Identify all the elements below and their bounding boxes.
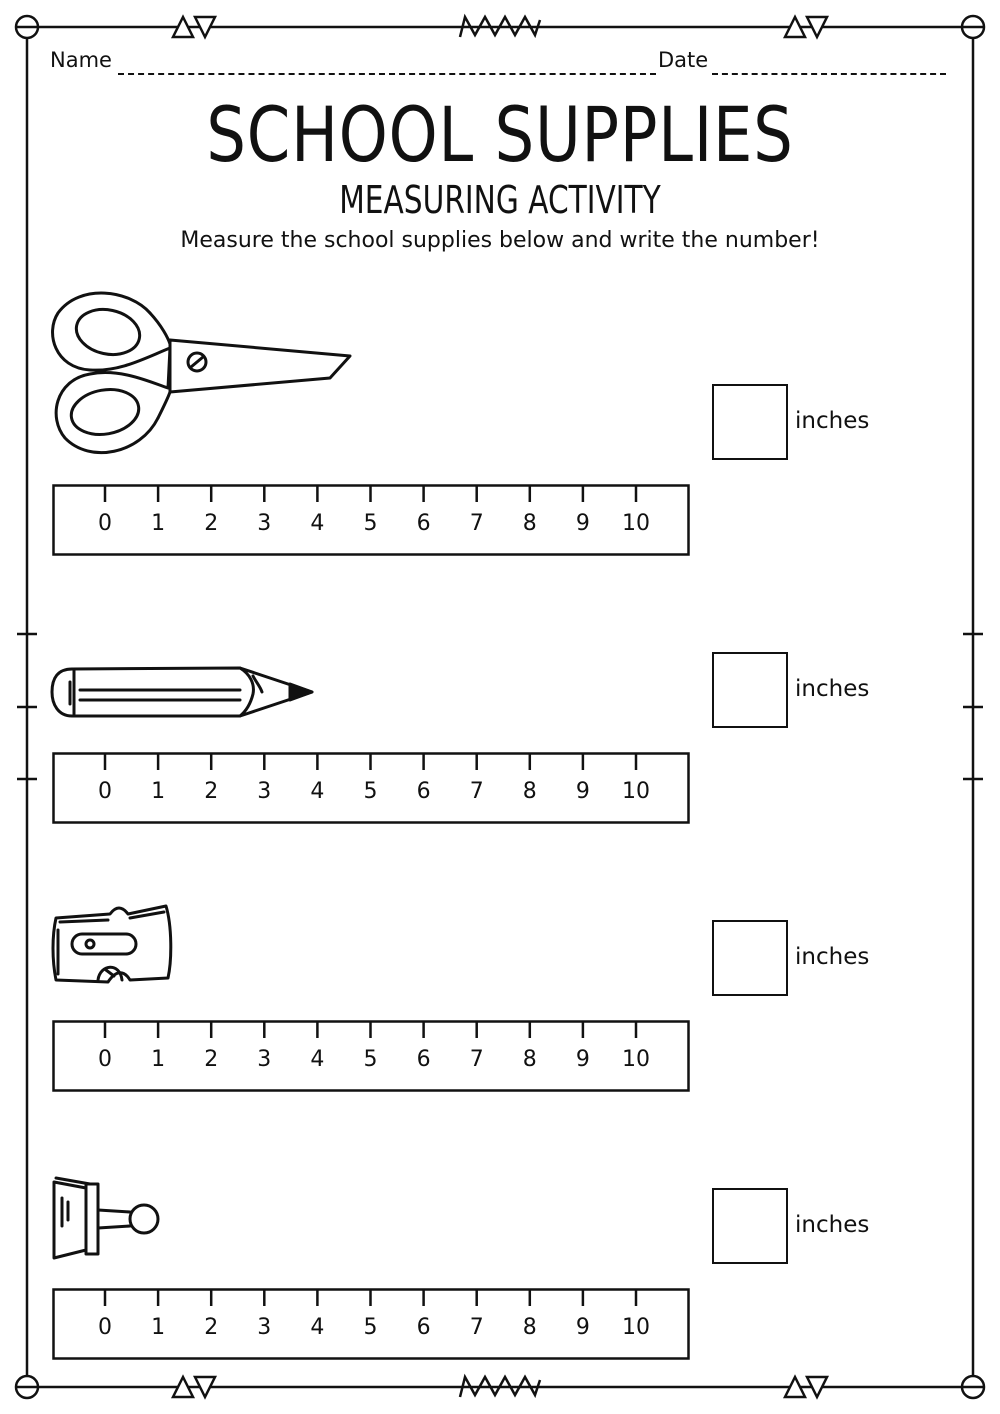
ruler-tick-label: 3	[257, 511, 272, 536]
ruler-tick-label: 2	[204, 1047, 219, 1072]
ruler-tick-label: 1	[151, 1315, 166, 1340]
sharpener-icon	[50, 900, 180, 990]
ruler-tick-label: 3	[257, 1047, 272, 1072]
instructions: Measure the school supplies below and write the number!	[180, 228, 820, 253]
scissors-icon	[50, 288, 360, 463]
ruler-tick-label: 1	[151, 511, 166, 536]
ruler-tick-label: 0	[98, 1047, 112, 1072]
name-field[interactable]	[118, 73, 656, 75]
page-title: SCHOOL SUPPLIES	[206, 90, 794, 179]
ruler-tick-label: 2	[204, 779, 219, 804]
ruler-tick-label: 5	[363, 1315, 378, 1340]
ruler-tick-label: 4	[310, 779, 325, 804]
answer-box[interactable]	[712, 920, 788, 996]
answer-box[interactable]	[712, 384, 788, 460]
unit-label: inches	[795, 1212, 870, 1238]
ruler-tick-label: 8	[522, 511, 537, 536]
ruler-tick-label: 9	[575, 1315, 590, 1340]
ruler	[52, 1020, 690, 1092]
ruler-tick-label: 10	[622, 511, 650, 536]
ruler-tick-label: 3	[257, 1315, 272, 1340]
ruler-tick-label: 4	[310, 1047, 325, 1072]
measure-item	[0, 288, 1000, 558]
ruler-tick-label: 7	[469, 511, 484, 536]
answer-box[interactable]	[712, 1188, 788, 1264]
ruler-tick-label: 6	[416, 1315, 431, 1340]
ruler-tick-label: 10	[622, 1315, 650, 1340]
ruler-tick-label: 10	[622, 1047, 650, 1072]
ruler-tick-label: 2	[204, 1315, 219, 1340]
ruler	[52, 752, 690, 824]
ruler-tick-label: 6	[416, 779, 431, 804]
date-field[interactable]	[712, 73, 946, 75]
name-date-line	[50, 48, 948, 78]
pencil-icon	[50, 664, 320, 724]
ruler-tick-label: 0	[98, 511, 112, 536]
ruler-tick-label: 1	[151, 779, 166, 804]
ruler-tick-label: 9	[575, 779, 590, 804]
ruler-tick-label: 4	[310, 1315, 325, 1340]
ruler-tick-label: 9	[575, 511, 590, 536]
unit-label: inches	[795, 944, 870, 970]
measure-item	[0, 824, 1000, 1094]
ruler-tick-label: 5	[363, 511, 378, 536]
ruler-tick-label: 8	[522, 1047, 537, 1072]
unit-label: inches	[795, 408, 870, 434]
ruler-tick-label: 6	[416, 511, 431, 536]
date-label: Date	[658, 48, 709, 72]
ruler-tick-label: 7	[469, 1047, 484, 1072]
measure-item	[0, 1092, 1000, 1362]
ruler	[52, 484, 690, 556]
ruler-tick-label: 8	[522, 779, 537, 804]
measure-item	[0, 556, 1000, 826]
unit-label: inches	[795, 676, 870, 702]
ruler-tick-label: 2	[204, 511, 219, 536]
page-subtitle: MEASURING ACTIVITY	[339, 178, 661, 222]
ruler-tick-label: 0	[98, 1315, 112, 1340]
answer-box[interactable]	[712, 652, 788, 728]
ruler-tick-label: 1	[151, 1047, 166, 1072]
ruler-tick-label: 8	[522, 1315, 537, 1340]
ruler-tick-label: 10	[622, 779, 650, 804]
ruler-tick-label: 3	[257, 779, 272, 804]
ruler-tick-label: 6	[416, 1047, 431, 1072]
ruler	[52, 1288, 690, 1360]
ruler-tick-label: 7	[469, 1315, 484, 1340]
binder-clip-icon	[50, 1176, 170, 1266]
ruler-tick-label: 7	[469, 779, 484, 804]
ruler-tick-label: 4	[310, 511, 325, 536]
ruler-tick-label: 5	[363, 1047, 378, 1072]
ruler-tick-label: 5	[363, 779, 378, 804]
name-label: Name	[50, 48, 112, 72]
ruler-tick-label: 0	[98, 779, 112, 804]
ruler-tick-label: 9	[575, 1047, 590, 1072]
